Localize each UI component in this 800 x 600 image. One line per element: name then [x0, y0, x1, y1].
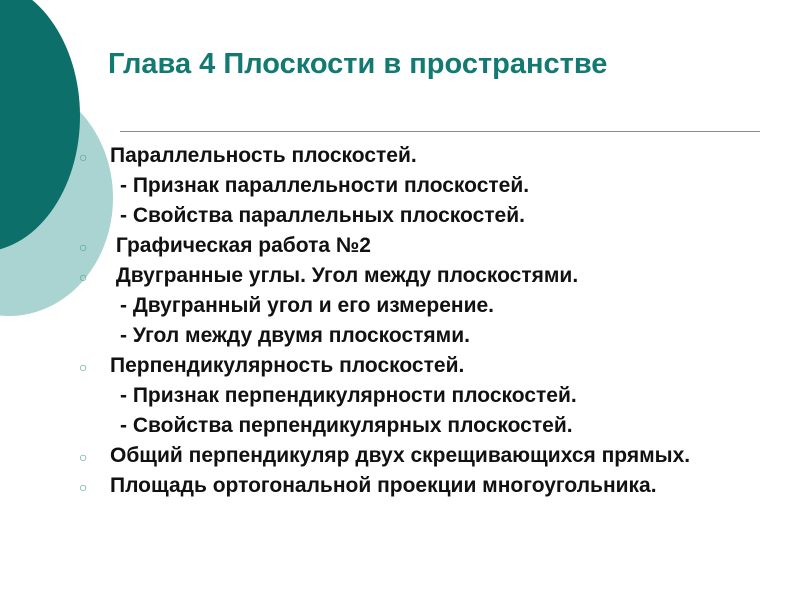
sub-item: - Угол между двумя плоскостями. [120, 324, 470, 347]
list-item [0, 234, 800, 258]
bullet-icon: ○ [79, 149, 88, 165]
list-item [0, 144, 800, 168]
bullet-icon: ○ [79, 479, 88, 495]
sub-item: - Свойства перпендикулярных плоскостей. [120, 414, 573, 437]
sub-item: - Двугранный угол и его измерение. [120, 294, 494, 317]
bullet-icon: ○ [79, 359, 88, 375]
sub-item: - Признак параллельности плоскостей. [120, 174, 530, 197]
bullet-list [0, 144, 800, 504]
list-item-text: Графическая работа №2 [110, 234, 371, 257]
sub-item: - Признак перпендикулярности плоскостей. [120, 384, 577, 407]
bullet-icon: ○ [79, 269, 88, 285]
bullet-icon: ○ [79, 449, 88, 465]
list-item [0, 354, 800, 378]
list-item-text: Общий перпендикуляр двух скрещивающихся прямых. [110, 444, 691, 467]
list-item-text: Площадь ортогональной проекции многоугольника. [110, 474, 657, 497]
bullet-icon: ○ [79, 239, 88, 255]
slide-title: Глава 4 Плоскости в пространстве [108, 48, 608, 80]
title-divider [120, 131, 760, 132]
list-item [0, 474, 800, 498]
list-item-text: Параллельность плоскостей. [110, 144, 417, 167]
sub-item: - Свойства параллельных плоскостей. [120, 204, 525, 227]
list-item [0, 264, 800, 288]
list-item-text: Двугранные углы. Угол между плоскостями. [110, 264, 579, 287]
list-item [0, 444, 800, 468]
list-item-text: Перпендикулярность плоскостей. [110, 354, 465, 377]
